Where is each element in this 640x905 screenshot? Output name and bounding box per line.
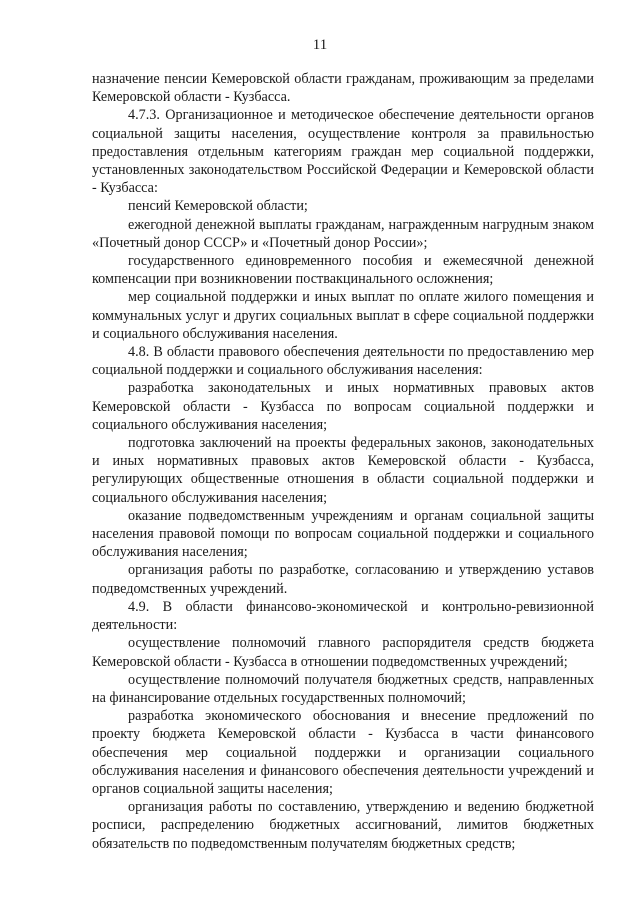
paragraph: подготовка заключений на проекты федеральных законов, законодательных и иных нормативных правовых актов Кемеровской области - Кузбасса, регулирующих общественные отношения в области социальной поддержки и социального обслуживания населения; xyxy=(92,435,594,506)
paragraph: 4.8. В области правового обеспечения деятельности по предоставлению мер социальной поддержки и социального обслуживания населения: xyxy=(92,344,594,379)
paragraph: организация работы по составлению, утверждению и ведению бюджетной росписи, распределению бюджетных ассигнований, лимитов бюджетных обязательств по подведомственным получателям бюджетных средств; xyxy=(92,799,594,852)
paragraph: ежегодной денежной выплаты гражданам, награжденным нагрудным знаком «Почетный донор СССР» и «Почетный донор России»; xyxy=(92,216,594,251)
paragraph: пенсий Кемеровской области; xyxy=(128,198,308,215)
paragraph: 4.9. В области финансово-экономической и контрольно-ревизионной деятельности: xyxy=(92,598,594,634)
paragraph: оказание подведомственным учреждениям и органам социальной защиты населения правовой помощи по вопросам социальной поддержки и социального обслуживания населения; xyxy=(92,507,594,561)
page-number: 11 xyxy=(312,37,328,53)
paragraph: организация работы по разработке, согласованию и утверждению уставов подведомственных учреждений. xyxy=(92,562,594,597)
paragraph: разработка экономического обоснования и внесение предложений по проекту бюджета Кемеровской области - Кузбасса в части финансового обеспечения мер социальной поддержки и организации социального обслуживания населения и финансового обеспечения деятельности учреждений и органов социальной защиты населения; xyxy=(92,708,594,797)
document-body xyxy=(92,70,594,853)
paragraph: осуществление полномочий главного распорядителя средств бюджета Кемеровской области - Кузбасса в отношении подведомственных учреждений; xyxy=(92,635,594,670)
paragraph: мер социальной поддержки и иных выплат по оплате жилого помещения и коммунальных услуг и других социальных выплат в сфере социальной поддержки и социального обслуживания населения. xyxy=(92,289,594,342)
paragraph: 4.7.3. Организационное и методическое обеспечение деятельности органов социальной защиты населения, осуществление контроля за правильностью предоставления отдельным категориям граждан мер социальной поддержки, установленных законодательством Российской Федерации и Кемеровской области - Кузбасса: xyxy=(92,107,594,197)
paragraph: осуществление полномочий получателя бюджетных средств, направленных на финансирование отдельных государственных полномочий; xyxy=(92,671,594,706)
paragraph: назначение пенсии Кемеровской области гражданам, проживающим за пределами Кемеровской области - Кузбасса. xyxy=(92,71,594,106)
paragraph: разработка законодательных и иных нормативных правовых актов Кемеровской области - Кузбасса по вопросам социальной поддержки и социального обслуживания населения; xyxy=(92,380,594,433)
paragraph: государственного единовременного пособия и ежемесячной денежной компенсации при возникновении поствакцинального осложнения; xyxy=(92,253,594,288)
